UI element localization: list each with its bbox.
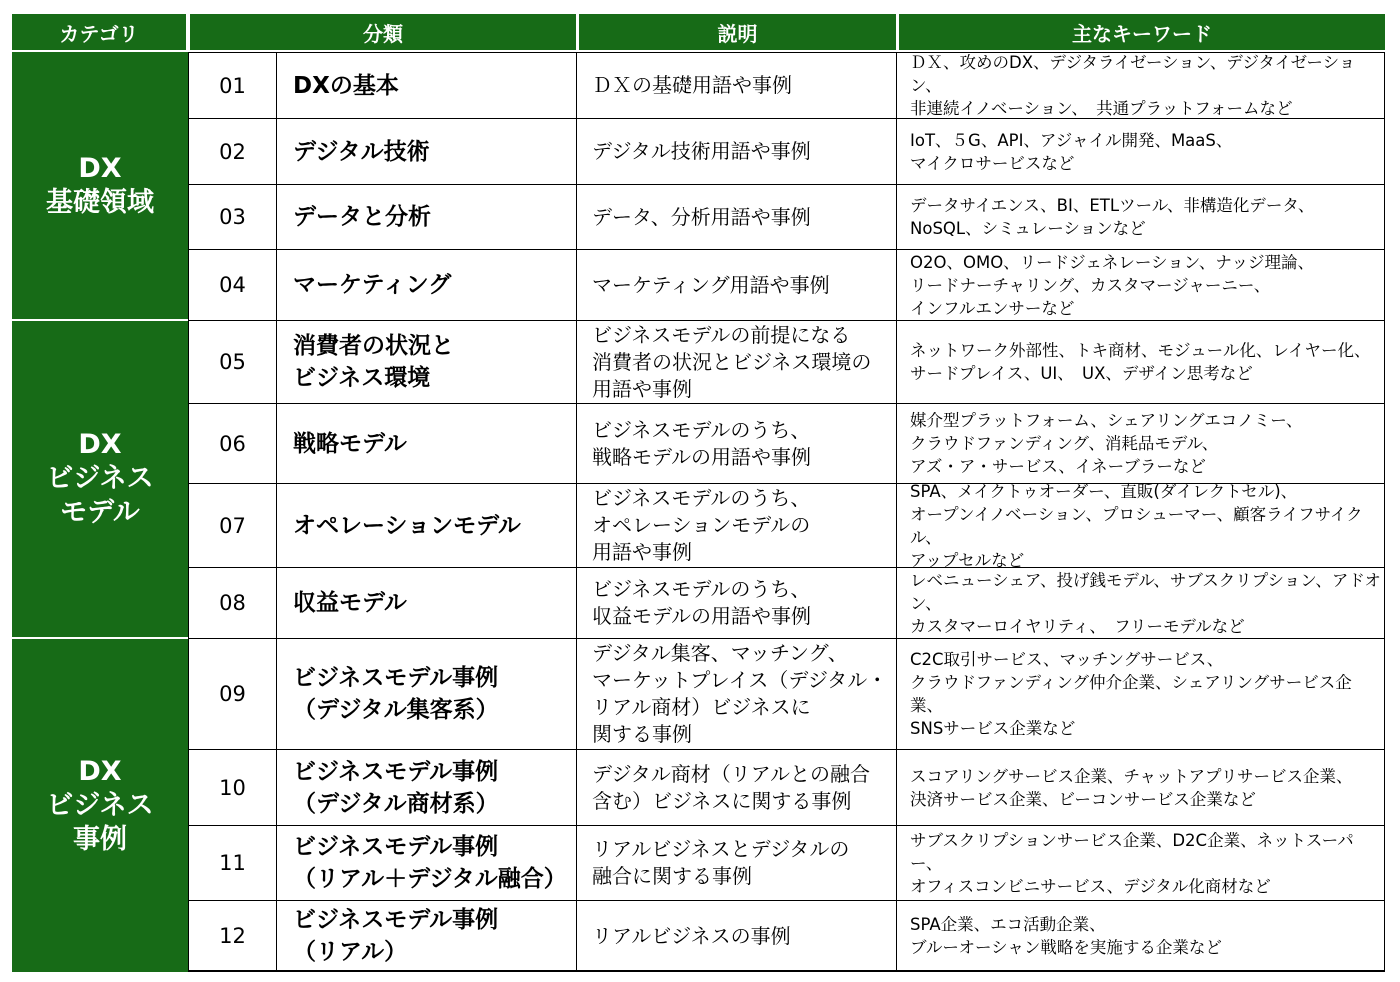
row-keywords: SPA企業、エコ活動企業、 ブルーオーシャン戦略を実施する企業など	[896, 900, 1385, 971]
header-keywords: 主なキーワード	[899, 14, 1385, 50]
table-row	[188, 403, 1385, 483]
table-row	[188, 320, 1385, 403]
row-description: リアルビジネスとデジタルの 融合に関する事例	[576, 825, 896, 900]
row-classification: ビジネスモデル事例 （リアル）	[276, 900, 576, 971]
row-description: デジタル集客、マッチング、 マーケットプレイス（デジタル・ リアル商材）ビジネスに 関する事例	[576, 638, 896, 749]
table-row	[188, 900, 1385, 971]
row-description: デジタル技術用語や事例	[576, 118, 896, 184]
row-number: 10	[188, 749, 276, 825]
table-bottom-border	[188, 970, 1385, 972]
category-dx-business-model: DX ビジネス モデル	[12, 321, 188, 637]
row-classification: 戦略モデル	[276, 403, 576, 483]
table-row	[188, 567, 1385, 638]
row-description: ＤＸの基礎用語や事例	[576, 52, 896, 118]
row-description: ビジネスモデルのうち、 収益モデルの用語や事例	[576, 567, 896, 638]
category-dx-foundation: DX 基礎領域	[12, 52, 188, 319]
row-keywords: ネットワーク外部性、トキ商材、モジュール化、レイヤー化、 サードプレイス、UI、 UX、デザイン思考など	[896, 320, 1385, 403]
table-row	[188, 184, 1385, 249]
row-keywords: レベニューシェア、投げ銭モデル、サブスクリプション、アドオン、 カスタマーロイヤリティ、 フリーモデルなど	[896, 567, 1385, 638]
row-number: 03	[188, 184, 276, 249]
row-classification: オペレーションモデル	[276, 483, 576, 567]
table-row	[188, 749, 1385, 825]
row-keywords: O2O、OMO、リードジェネレーション、ナッジ理論、 リードナーチャリング、カスタマージャーニー、 インフルエンサーなど	[896, 249, 1385, 320]
row-keywords: 媒介型プラットフォーム、シェアリングエコノミー、 クラウドファンディング、消耗品モデル、 アズ・ア・サービス、イネーブラーなど	[896, 403, 1385, 483]
table-row	[188, 825, 1385, 900]
row-classification: ビジネスモデル事例 （リアル＋デジタル融合）	[276, 825, 576, 900]
row-classification: マーケティング	[276, 249, 576, 320]
row-number: 06	[188, 403, 276, 483]
table-row	[188, 52, 1385, 118]
row-keywords: SPA、メイクトゥオーダー、直販(ダイレクトセル)、 オープンイノベーション、プロシューマー、顧客ライフサイクル、 アップセルなど	[896, 483, 1385, 567]
row-classification: 収益モデル	[276, 567, 576, 638]
row-classification: DXの基本	[276, 52, 576, 118]
row-classification: 消費者の状況と ビジネス環境	[276, 320, 576, 403]
row-keywords: C2C取引サービス、マッチングサービス、 クラウドファンディング仲介企業、シェアリングサービス企業、 SNSサービス企業など	[896, 638, 1385, 749]
row-description: マーケティング用語や事例	[576, 249, 896, 320]
row-classification: ビジネスモデル事例 （デジタル商材系）	[276, 749, 576, 825]
row-keywords: ＤＸ、攻めのDX、デジタライゼーション、デジタイゼーション、 非連続イノベーション、 共通プラットフォームなど	[896, 52, 1385, 118]
row-description: リアルビジネスの事例	[576, 900, 896, 971]
row-number: 09	[188, 638, 276, 749]
table-row	[188, 249, 1385, 320]
row-keywords: データサイエンス、BI、ETLツール、非構造化データ、 NoSQL、シミュレーションなど	[896, 184, 1385, 249]
row-number: 02	[188, 118, 276, 184]
row-number: 04	[188, 249, 276, 320]
row-description: ビジネスモデルの前提になる 消費者の状況とビジネス環境の 用語や事例	[576, 320, 896, 403]
row-keywords: サブスクリプションサービス企業、D2C企業、ネットスーパー、 オフィスコンビニサービス、デジタル化商材など	[896, 825, 1385, 900]
row-number: 01	[188, 52, 276, 118]
row-number: 08	[188, 567, 276, 638]
row-number: 12	[188, 900, 276, 971]
category-dx-business-case: DX ビジネス 事例	[12, 639, 188, 972]
row-description: データ、分析用語や事例	[576, 184, 896, 249]
dx-category-table	[12, 14, 1385, 972]
header-description: 説明	[579, 14, 896, 50]
header-classification: 分類	[190, 14, 576, 50]
row-description: デジタル商材（リアルとの融合 含む）ビジネスに関する事例	[576, 749, 896, 825]
table-row	[188, 118, 1385, 184]
row-number: 05	[188, 320, 276, 403]
row-keywords: IoT、５G、API、アジャイル開発、MaaS、 マイクロサービスなど	[896, 118, 1385, 184]
header-category: カテゴリ	[12, 14, 186, 50]
row-description: ビジネスモデルのうち、 戦略モデルの用語や事例	[576, 403, 896, 483]
row-keywords: スコアリングサービス企業、チャットアプリサービス企業、 決済サービス企業、ビーコンサービス企業など	[896, 749, 1385, 825]
row-classification: ビジネスモデル事例 （デジタル集客系）	[276, 638, 576, 749]
row-description: ビジネスモデルのうち、 オペレーションモデルの 用語や事例	[576, 483, 896, 567]
row-classification: デジタル技術	[276, 118, 576, 184]
row-classification: データと分析	[276, 184, 576, 249]
row-number: 11	[188, 825, 276, 900]
table-row	[188, 638, 1385, 749]
row-number: 07	[188, 483, 276, 567]
table-row	[188, 481, 1385, 570]
